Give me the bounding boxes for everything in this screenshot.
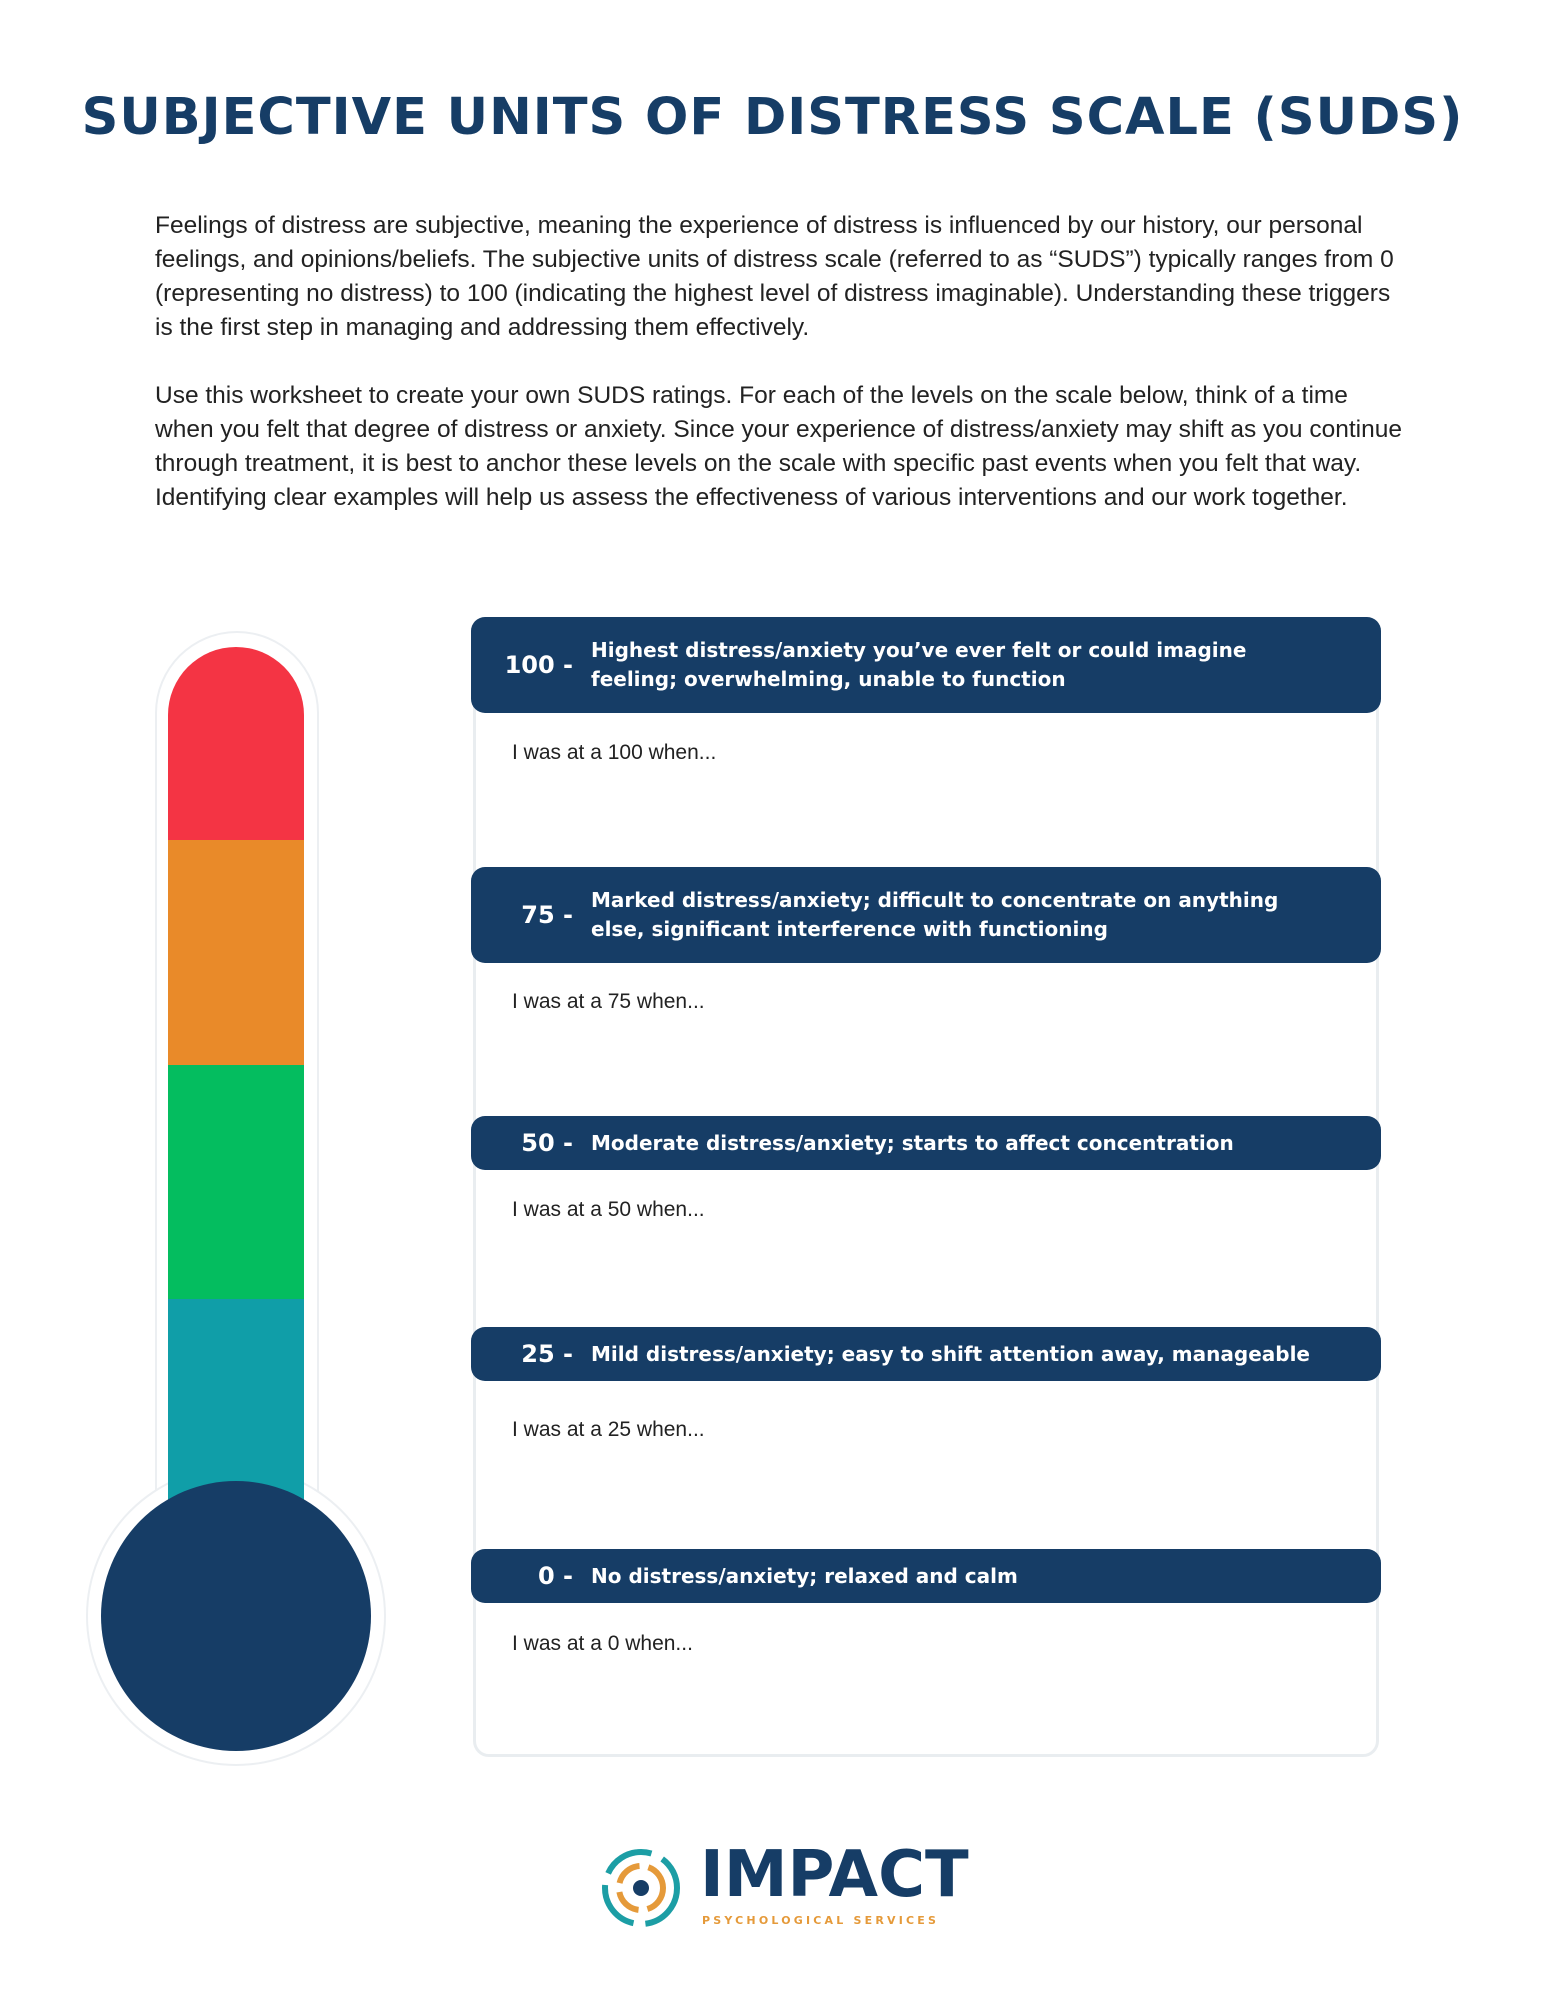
logo-wordmark: IMPACT [700,1838,969,1912]
level-header-100 [471,617,1381,713]
impact-logo-icon [600,1847,682,1929]
response-prompt-25[interactable]: I was at a 25 when... [512,1418,705,1441]
level-number: 25 - [521,1340,573,1368]
level-number: 50 - [521,1129,573,1157]
logo-tagline: PSYCHOLOGICAL SERVICES [702,1914,940,1927]
intro-paragraph-2: Use this worksheet to create your own SUDS ratings. For each of the levels on the scale below, think of a time when you felt that degree of distress or anxiety. Since your experience of distress/anxiety may shift as you continue through treatment, it is best to anchor these levels on the scale with specific past events when you felt that way. Identifying clear examples will help us assess the effectiveness of various interventions and our work together. [155,382,1402,511]
intro-paragraph-1: Feelings of distress are subjective, meaning the experience of distress is influenced by our history, our personal feelings, and opinions/beliefs. The subjective units of distress scale (referred to as “SUDS”) typically ranges from 0 (representing no distress) to 100 (indicating the highest level of distress imaginable). Understanding these triggers is the first step in managing and addressing them effectively. [155,212,1394,341]
level-number: 100 - [504,651,573,679]
level-description: Mild distress/anxiety; easy to shift attention away, manageable [591,1341,1310,1366]
thermometer-tube [168,647,304,1527]
level-number: 75 - [521,901,573,929]
level-number: 0 - [537,1562,573,1590]
thermometer-segment-75 [168,840,304,1065]
response-prompt-0[interactable]: I was at a 0 when... [512,1632,693,1655]
level-description: Marked distress/anxiety; difficult to concentrate on anything else, significant interference with functioning [591,888,1279,941]
level-header-75 [471,867,1381,963]
response-prompt-100[interactable]: I was at a 100 when... [512,741,717,764]
level-header-25 [471,1327,1381,1381]
thermometer-segment-100 [168,647,304,840]
level-header-50 [471,1116,1381,1170]
response-prompt-75[interactable]: I was at a 75 when... [512,990,705,1013]
page-title: SUBJECTIVE UNITS OF DISTRESS SCALE (SUDS) [81,88,1464,147]
level-description: No distress/anxiety; relaxed and calm [591,1563,1018,1588]
thermometer-segment-50 [168,1065,304,1299]
response-prompt-50[interactable]: I was at a 50 when... [512,1198,705,1221]
level-description: Highest distress/anxiety you’ve ever felt or could imagine feeling; overwhelming, unable to function [591,638,1247,691]
level-header-0 [471,1549,1381,1603]
thermometer-bulb [101,1481,371,1751]
level-description: Moderate distress/anxiety; starts to affect concentration [591,1130,1234,1155]
